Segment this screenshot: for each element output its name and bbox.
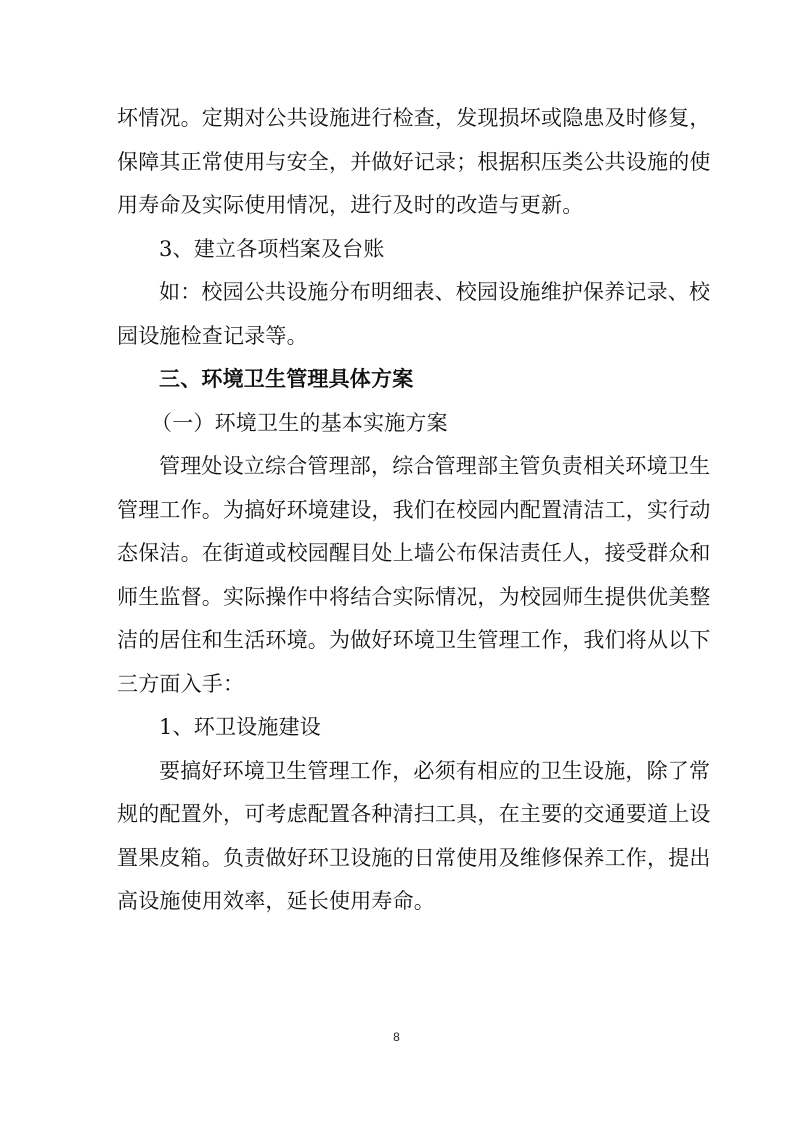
paragraph-3-line-2: 规的配置外，可考虑配置各种清扫工具，在主要的交通要道上设 [117,802,711,826]
item-3-body-line-1: 如：校园公共设施分布明细表、校园设施维护保养记录、校 [159,280,711,304]
paragraph-3-line-4: 高设施使用效率，延长使用寿命。 [117,889,435,913]
paragraph-1-line-3: 用寿命及实际使用情况，进行及时的改造与更新。 [117,193,584,217]
subsection-1-heading: （一）环境卫生的基本实施方案 [151,411,448,435]
section-3-heading: 三、环境卫生管理具体方案 [159,366,414,391]
item-3-heading: 3、建立各项档案及台账 [159,237,385,261]
paragraph-3-line-1: 要搞好环境卫生管理工作，必须有相应的卫生设施，除了常 [159,759,711,783]
paragraph-2-line-5: 洁的居住和生活环境。为做好环境卫生管理工作，我们将从以下 [117,628,711,652]
page-number: 8 [393,1030,400,1044]
item-3-body-line-2: 园设施检查记录等。 [117,324,308,348]
paragraph-1-line-1: 坏情况。定期对公共设施进行检查，发现损坏或隐患及时修复， [117,106,711,130]
paragraph-2-line-3: 态保洁。在街道或校园醒目处上墙公布保洁责任人，接受群众和 [117,541,711,565]
paragraph-2-line-6: 三方面入手： [117,672,245,696]
paragraph-2-line-1: 管理处设立综合管理部，综合管理部主管负责相关环境卫生 [159,454,711,478]
paragraph-2-line-2: 管理工作。为搞好环境建设，我们在校园内配置清洁工，实行动 [117,498,711,522]
paragraph-1-line-2: 保障其正常使用与安全，并做好记录；根据积压类公共设施的使 [117,150,711,174]
paragraph-3-line-3: 置果皮箱。负责做好环卫设施的日常使用及维修保养工作，提出 [117,846,711,870]
paragraph-2-line-4: 师生监督。实际操作中将结合实际情况，为校园师生提供优美整 [117,585,711,609]
item-1-heading: 1、环卫设施建设 [159,715,321,739]
